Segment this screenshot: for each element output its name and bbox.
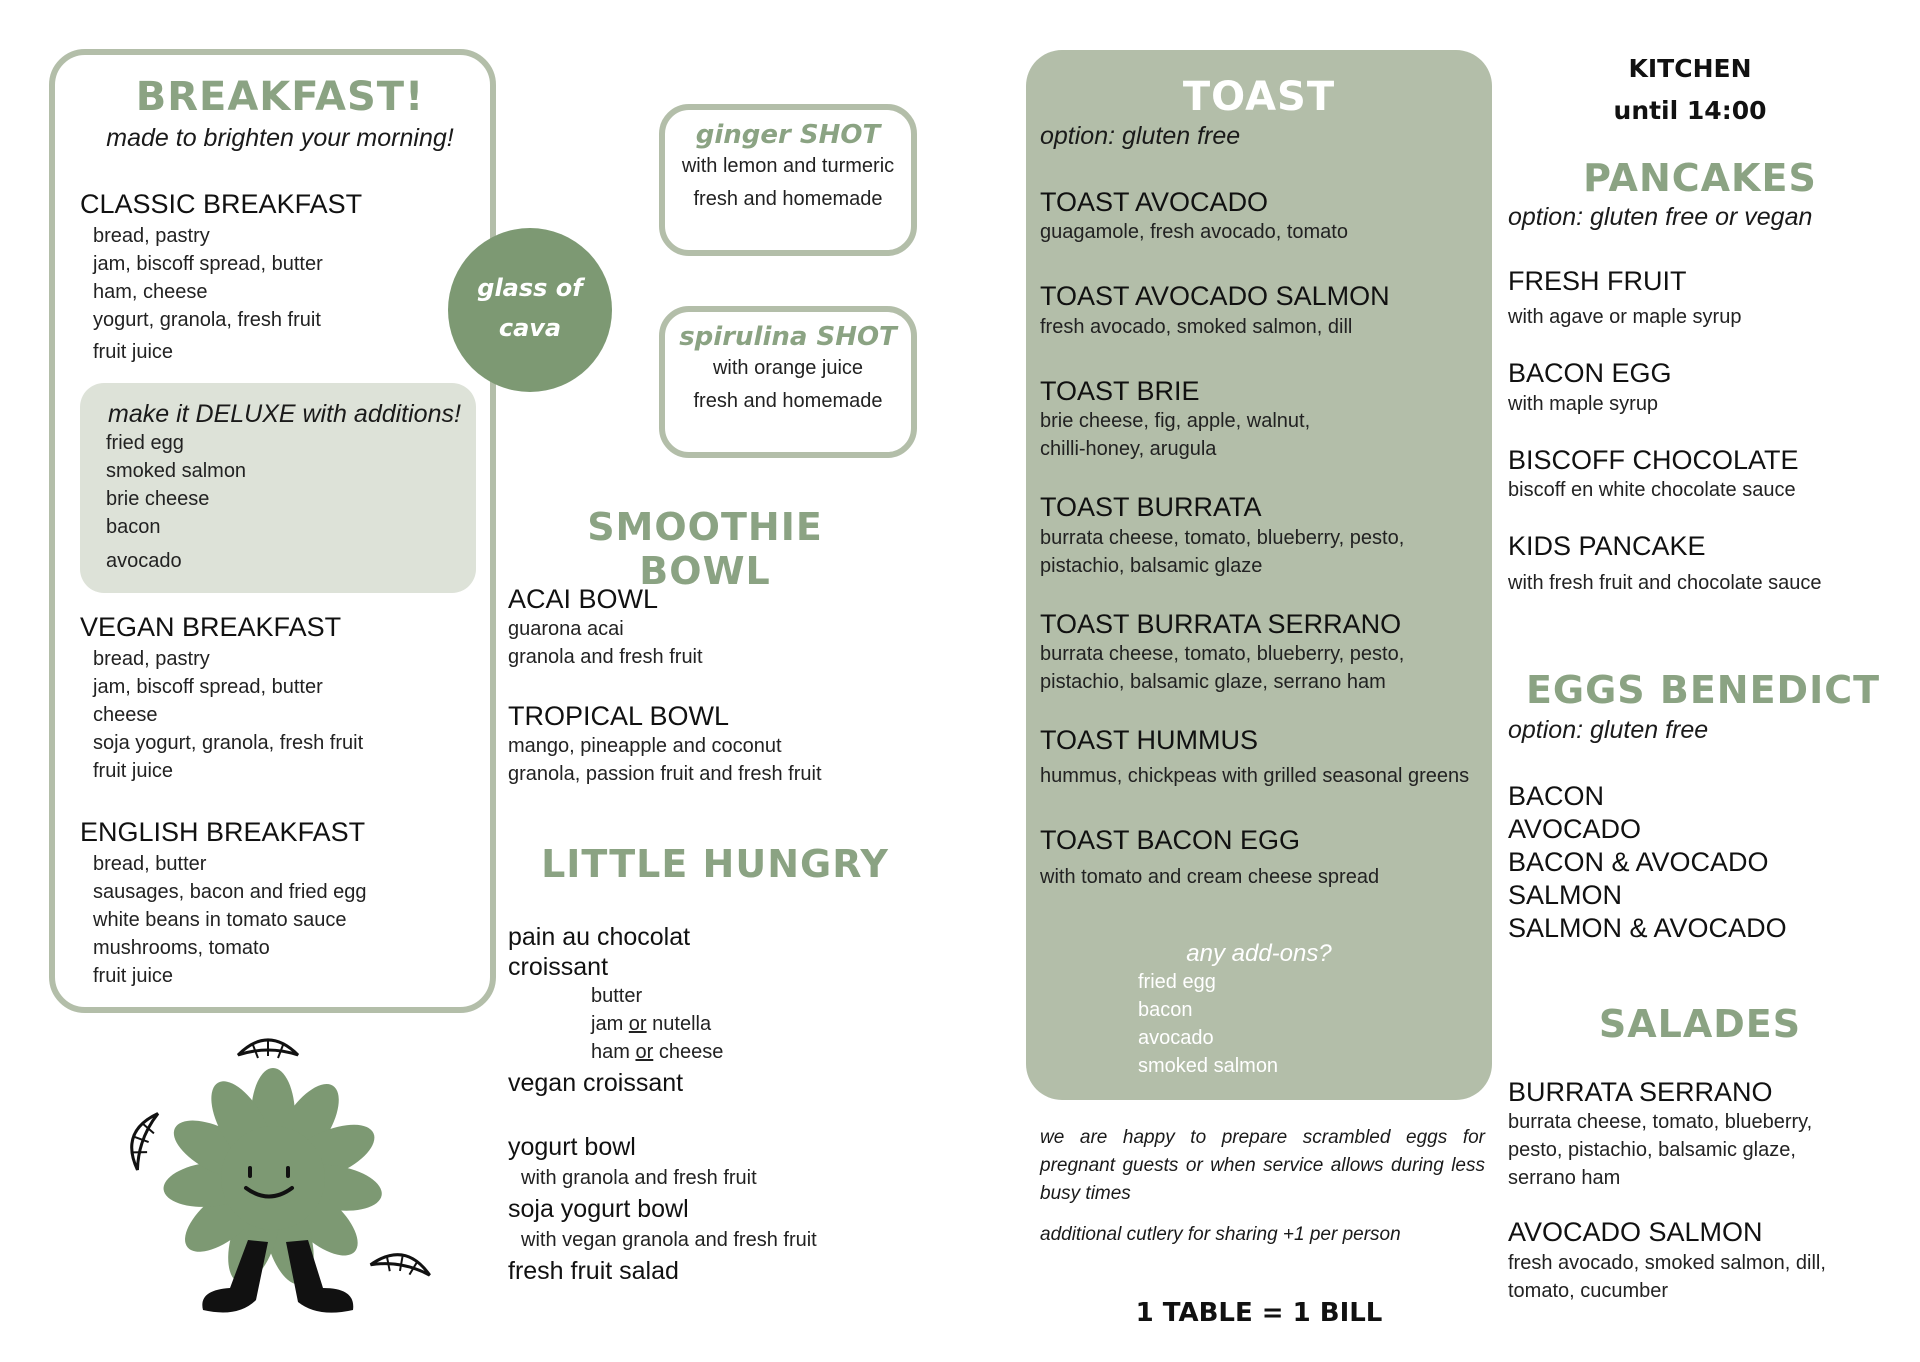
smoothie-heading: SMOOTHIE BOWL <box>587 505 823 593</box>
tropical-title: TROPICAL BOWL <box>508 701 730 731</box>
toast-item <box>1040 824 1490 890</box>
pancake-item-desc: with maple syrup <box>1508 392 1659 415</box>
english-line: mushrooms, tomato <box>93 937 270 960</box>
option-nutella: nutella <box>652 1013 712 1035</box>
croissant-option-butter: butter <box>591 985 643 1007</box>
flower-mascot-illustration <box>118 1020 448 1320</box>
salade-item <box>1508 1076 1908 1192</box>
ginger-shot-line2: fresh and homemade <box>693 188 883 210</box>
toast-list <box>1040 186 1490 917</box>
toast-item-title: TOAST AVOCADO <box>1040 187 1269 217</box>
toast-item-title: TOAST BACON EGG <box>1040 825 1301 856</box>
toast-addons <box>1026 940 1492 1080</box>
salades-list <box>1508 1076 1908 1305</box>
or-text: or <box>635 1041 654 1063</box>
toast-item-desc: burrata cheese, tomato, blueberry, pesto, <box>1040 642 1405 665</box>
ginger-shot-box <box>659 104 917 256</box>
vegan-breakfast <box>80 611 480 785</box>
toast-item-desc: hummus, chickpeas with grilled seasonal greens <box>1040 765 1470 788</box>
little-hungry-heading: LITTLE HUNGRY <box>541 842 889 886</box>
fresh-fruit-salad: fresh fruit salad <box>508 1257 679 1285</box>
deluxe-line: smoked salmon <box>106 460 247 482</box>
vegan-lines <box>93 645 480 785</box>
cava-circle <box>448 228 612 392</box>
pancake-item-desc: biscoff en white chocolate sauce <box>1508 479 1796 502</box>
benedict-item: SALMON & AVOCADO <box>1508 913 1787 943</box>
or-text: or <box>628 1013 647 1035</box>
croissant-option-ham <box>591 1038 908 1066</box>
toast-item-desc: chilli-honey, arugula <box>1040 438 1217 461</box>
toast-item-desc: pistachio, balsamic glaze, serrano ham <box>1040 670 1386 693</box>
pancake-item <box>1508 265 1898 331</box>
toast-item <box>1040 186 1490 246</box>
toast-item-desc: fresh avocado, smoked salmon, dill <box>1040 315 1353 338</box>
acai-title: ACAI BOWL <box>508 584 659 614</box>
classic-title: CLASSIC BREAKFAST <box>80 189 363 219</box>
english-line: bread, butter <box>93 853 207 876</box>
toast-item <box>1040 491 1490 579</box>
eggs-benedict-list <box>1508 780 1898 945</box>
salade-item-desc: burrata cheese, tomato, blueberry, <box>1508 1111 1813 1134</box>
toast-item-desc: brie cheese, fig, apple, walnut, <box>1040 410 1311 433</box>
toast-item-title: TOAST AVOCADO SALMON <box>1040 281 1390 312</box>
croissant-icon <box>123 1108 160 1171</box>
toast-item <box>1040 724 1490 790</box>
deluxe-content <box>108 400 468 575</box>
deluxe-line: bacon <box>106 516 161 538</box>
pancake-item <box>1508 444 1898 504</box>
cava-line2: cava <box>498 314 562 342</box>
addon-item: smoked salmon <box>1138 1055 1279 1077</box>
classic-line: bread, pastry <box>93 225 210 248</box>
classic-breakfast <box>80 188 480 366</box>
vegan-line: fruit juice <box>93 760 174 783</box>
cava-line1: glass of <box>477 274 583 302</box>
english-title: ENGLISH BREAKFAST <box>80 817 366 847</box>
tropical-bowl <box>508 700 908 788</box>
breakfast-subtitle: made to brighten your morning! <box>106 124 454 152</box>
kitchen-label: KITCHEN <box>1628 54 1752 83</box>
classic-line: jam, biscoff spread, butter <box>93 253 323 276</box>
scrambled-eggs-note: we are happy to prepare scrambled eggs for pregnant guests or when service allows during less busy times <box>1040 1127 1485 1204</box>
acai-bowl <box>508 583 908 671</box>
option-cheese: cheese <box>658 1041 724 1063</box>
pancakes-list <box>1508 265 1898 597</box>
soja-yogurt-bowl: soja yogurt bowl <box>508 1195 689 1223</box>
eggs-benedict-heading: EGGS BENEDICT <box>1525 668 1881 712</box>
salade-item-desc: tomato, cucumber <box>1508 1279 1669 1302</box>
vegan-line: jam, biscoff spread, butter <box>93 676 323 699</box>
spirulina-shot-title: spirulina SHOT <box>679 322 897 352</box>
toast-item-title: TOAST BURRATA SERRANO <box>1040 608 1402 639</box>
english-breakfast <box>80 816 480 990</box>
option-jam: jam <box>591 1013 624 1035</box>
pancake-item-title: BACON EGG <box>1508 358 1672 389</box>
breakfast-heading: BREAKFAST! <box>135 74 425 120</box>
pancake-item <box>1508 357 1898 417</box>
toast-item-desc: pistachio, balsamic glaze <box>1040 554 1263 577</box>
benedict-item: AVOCADO <box>1508 814 1642 844</box>
toast-heading: TOAST <box>1182 74 1336 120</box>
kitchen-time: until 14:00 <box>1613 96 1767 125</box>
english-line: fruit juice <box>93 965 174 988</box>
croissant-icon <box>370 1250 432 1278</box>
deluxe-title: make it DELUXE with additions! <box>108 400 461 428</box>
salade-item-desc: fresh avocado, smoked salmon, dill, <box>1508 1251 1826 1274</box>
english-line: sausages, bacon and fried egg <box>93 881 367 904</box>
english-lines <box>93 850 480 990</box>
ginger-shot-line1: with lemon and turmeric <box>681 155 895 177</box>
pancake-item-desc: with fresh fruit and chocolate sauce <box>1508 571 1822 594</box>
toast-item-title: TOAST HUMMUS <box>1040 724 1259 755</box>
table-bill-note: 1 TABLE = 1 BILL <box>1135 1298 1383 1328</box>
yogurt-bowl-desc: with granola and fresh fruit <box>521 1167 757 1189</box>
toast-item-desc: with tomato and cream cheese spread <box>1040 865 1380 888</box>
eggs-benedict-option: option: gluten free <box>1508 716 1709 744</box>
salade-item-title: BURRATA SERRANO <box>1508 1077 1773 1107</box>
addons-list <box>1138 968 1492 1080</box>
addons-title: any add-ons? <box>1186 940 1332 967</box>
croissant: croissant <box>508 953 609 981</box>
ginger-shot-title: ginger SHOT <box>695 120 881 150</box>
pancake-item-title: KIDS PANCAKE <box>1508 531 1706 562</box>
salades-heading: SALADES <box>1598 1002 1802 1046</box>
spirulina-shot-line1: with orange juice <box>712 357 864 379</box>
spirulina-shot-box <box>659 306 917 458</box>
vegan-line: cheese <box>93 704 158 727</box>
toast-option: option: gluten free <box>1040 122 1241 150</box>
vegan-title: VEGAN BREAKFAST <box>80 612 342 642</box>
benedict-item: BACON & AVOCADO <box>1508 847 1769 877</box>
salade-item-title: AVOCADO SALMON <box>1508 1217 1763 1248</box>
deluxe-line: brie cheese <box>106 488 210 510</box>
addon-item: fried egg <box>1138 971 1216 993</box>
croissant-icon <box>238 1040 298 1058</box>
acai-line1: guarona acai <box>508 618 624 641</box>
tropical-line1: mango, pineapple and coconut <box>508 735 782 758</box>
pancake-item-desc: with agave or maple syrup <box>1508 306 1742 329</box>
toast-item-title: TOAST BURRATA <box>1040 492 1262 523</box>
soja-yogurt-bowl-desc: with vegan granola and fresh fruit <box>521 1229 817 1251</box>
flower-body <box>161 1068 385 1290</box>
addon-item: avocado <box>1138 1027 1214 1049</box>
toast-item-desc: guagamole, fresh avocado, tomato <box>1040 221 1348 244</box>
toast-item <box>1040 280 1490 340</box>
spirulina-shot-line2: fresh and homemade <box>693 390 883 412</box>
benedict-item: SALMON <box>1508 880 1623 910</box>
deluxe-line: avocado <box>106 550 182 572</box>
salade-item-desc: serrano ham <box>1508 1167 1621 1190</box>
classic-line: yogurt, granola, fresh fruit <box>93 309 321 332</box>
pancake-item-title: BISCOFF CHOCOLATE <box>1508 444 1799 475</box>
yogurt-bowl: yogurt bowl <box>508 1133 636 1161</box>
pancake-item <box>1508 530 1898 596</box>
toast-item <box>1040 375 1490 463</box>
pancake-item-title: FRESH FRUIT <box>1508 266 1687 296</box>
option-ham: ham <box>591 1041 630 1063</box>
croissant-option-jam <box>591 1010 908 1038</box>
salade-item <box>1508 1216 1908 1304</box>
pain-au-chocolat: pain au chocolat <box>508 923 691 951</box>
classic-line: ham, cheese <box>93 281 208 304</box>
deluxe-line: fried egg <box>106 432 184 454</box>
little-hungry-list <box>508 922 908 1286</box>
toast-item-title: TOAST BRIE <box>1040 375 1200 406</box>
toast-item-desc: burrata cheese, tomato, blueberry, pesto, <box>1040 526 1405 549</box>
vegan-line: soja yogurt, granola, fresh fruit <box>93 732 364 755</box>
english-line: white beans in tomato sauce <box>93 909 347 932</box>
vegan-line: bread, pastry <box>93 648 210 671</box>
cutlery-note: additional cutlery for sharing +1 per person <box>1040 1224 1401 1245</box>
acai-line2: granola and fresh fruit <box>508 646 703 669</box>
classic-line: fruit juice <box>93 341 174 364</box>
kitchen-hours <box>1560 48 1820 132</box>
benedict-item: BACON <box>1508 781 1605 811</box>
pancakes-heading: PANCAKES <box>1583 156 1817 200</box>
toast-item <box>1040 608 1490 696</box>
pancakes-option: option: gluten free or vegan <box>1508 203 1813 231</box>
addon-item: bacon <box>1138 999 1193 1021</box>
classic-lines <box>93 222 480 366</box>
deluxe-lines <box>106 429 468 575</box>
vegan-croissant: vegan croissant <box>508 1069 684 1097</box>
tropical-line2: granola, passion fruit and fresh fruit <box>508 763 822 786</box>
salade-item-desc: pesto, pistachio, balsamic glaze, <box>1508 1139 1796 1162</box>
